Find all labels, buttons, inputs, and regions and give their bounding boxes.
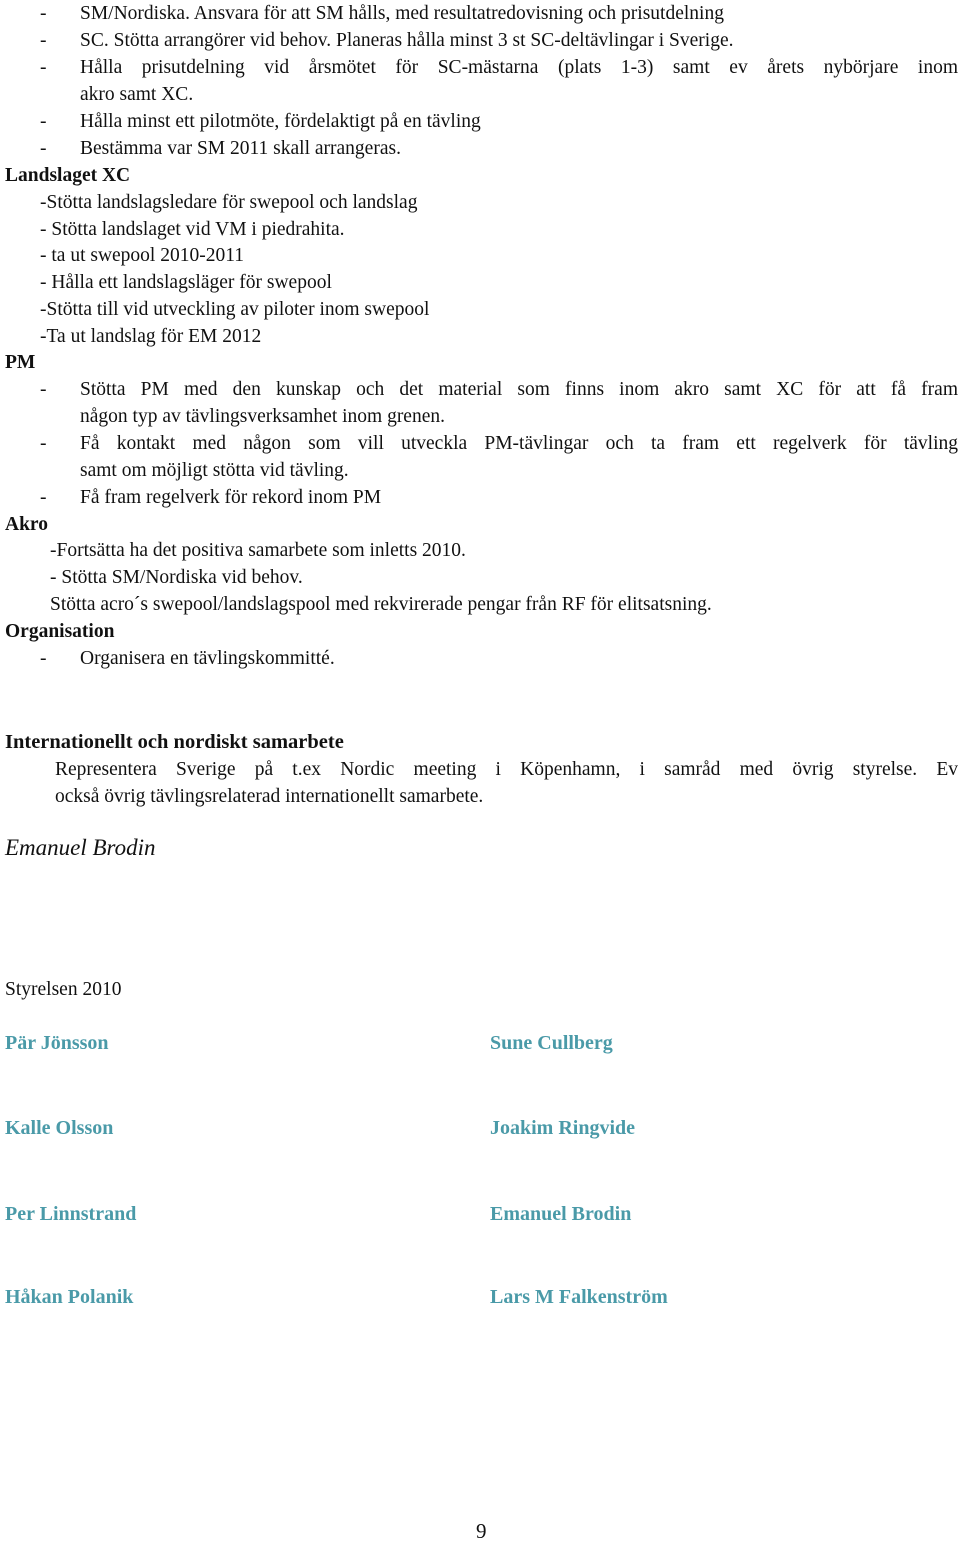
sc-bullet-2: SC. Stötta arrangörer vid behov. Planeras hålla minst 3 st SC-deltävlingar i Sverige. (80, 30, 734, 51)
international-heading: Internationellt och nordiskt samarbete (5, 731, 344, 753)
board-member-name: Håkan Polanik (5, 1286, 134, 1308)
akro-heading: Akro (5, 514, 48, 535)
bullet-dash: - (40, 111, 47, 132)
sc-bullet-3-continued: akro samt XC. (80, 84, 194, 105)
bullet-dash: - (40, 57, 47, 78)
board-member-name: Joakim Ringvide (490, 1117, 636, 1139)
sc-bullet-5: Bestämma var SM 2011 skall arrangeras. (80, 138, 401, 159)
bullet-dash: - (40, 3, 47, 24)
international-text-continued: också övrig tävlingsrelaterad internationellt samarbete. (55, 786, 484, 807)
akro-line: - Stötta SM/Nordiska vid behov. (50, 567, 303, 588)
landslaget-line: - Hålla ett landslagsläger för swepool (40, 272, 332, 293)
landslaget-line: -Stötta till vid utveckling av piloter inom swepool (40, 299, 430, 320)
bullet-dash: - (40, 30, 47, 51)
organisation-heading: Organisation (5, 621, 115, 642)
pm-bullet-2: Få kontakt med någon som vill utveckla PM-tävlingar och ta fram ett regelverk för tävling (80, 433, 958, 454)
board-member-name: Emanuel Brodin (490, 1203, 632, 1225)
pm-heading: PM (5, 352, 36, 373)
bullet-dash: - (40, 648, 47, 669)
pm-bullet-1: Stötta PM med den kunskap och det material som finns inom akro samt XC för att få fram (80, 379, 958, 400)
international-text: Representera Sverige på t.ex Nordic meeting i Köpenhamn, i samråd med övrig styrelse. Ev (55, 759, 958, 780)
landslaget-line: -Ta ut landslag för EM 2012 (40, 326, 262, 347)
landslaget-line: - ta ut swepool 2010-2011 (40, 245, 244, 266)
bullet-dash: - (40, 487, 47, 508)
board-member-name: Per Linnstrand (5, 1203, 137, 1225)
board-member-name: Pär Jönsson (5, 1032, 109, 1054)
pm-bullet-2-continued: samt om möjligt stötta vid tävling. (80, 460, 349, 481)
signature: Emanuel Brodin (5, 835, 156, 860)
sc-bullet-3: Hålla prisutdelning vid årsmötet för SC-mästarna (plats 1-3) samt ev årets nybörjare inom (80, 57, 958, 78)
sc-bullet-1: SM/Nordiska. Ansvara för att SM hålls, med resultatredovisning och prisutdelning (80, 3, 724, 24)
landslaget-line: - Stötta landslaget vid VM i piedrahita. (40, 219, 345, 240)
board-member-name: Sune Cullberg (490, 1032, 613, 1054)
bullet-dash: - (40, 138, 47, 159)
landslaget-heading: Landslaget XC (5, 165, 131, 186)
organisation-bullet: Organisera en tävlingskommitté. (80, 648, 335, 669)
board-title: Styrelsen 2010 (5, 979, 122, 1000)
akro-line: -Fortsätta ha det positiva samarbete som inletts 2010. (50, 540, 466, 561)
bullet-dash: - (40, 379, 47, 400)
landslaget-line: -Stötta landslagsledare för swepool och landslag (40, 192, 418, 213)
akro-line: Stötta acro´s swepool/landslagspool med rekvirerade pengar från RF för elitsatsning. (50, 594, 712, 615)
pm-bullet-1-continued: någon typ av tävlingsverksamhet inom grenen. (80, 406, 445, 427)
page-number: 9 (476, 1519, 487, 1543)
pm-bullet-3: Få fram regelverk för rekord inom PM (80, 487, 382, 508)
sc-bullet-4: Hålla minst ett pilotmöte, fördelaktigt på en tävling (80, 111, 481, 132)
board-member-name: Lars M Falkenström (490, 1286, 668, 1308)
board-member-name: Kalle Olsson (5, 1117, 114, 1139)
bullet-dash: - (40, 433, 47, 454)
